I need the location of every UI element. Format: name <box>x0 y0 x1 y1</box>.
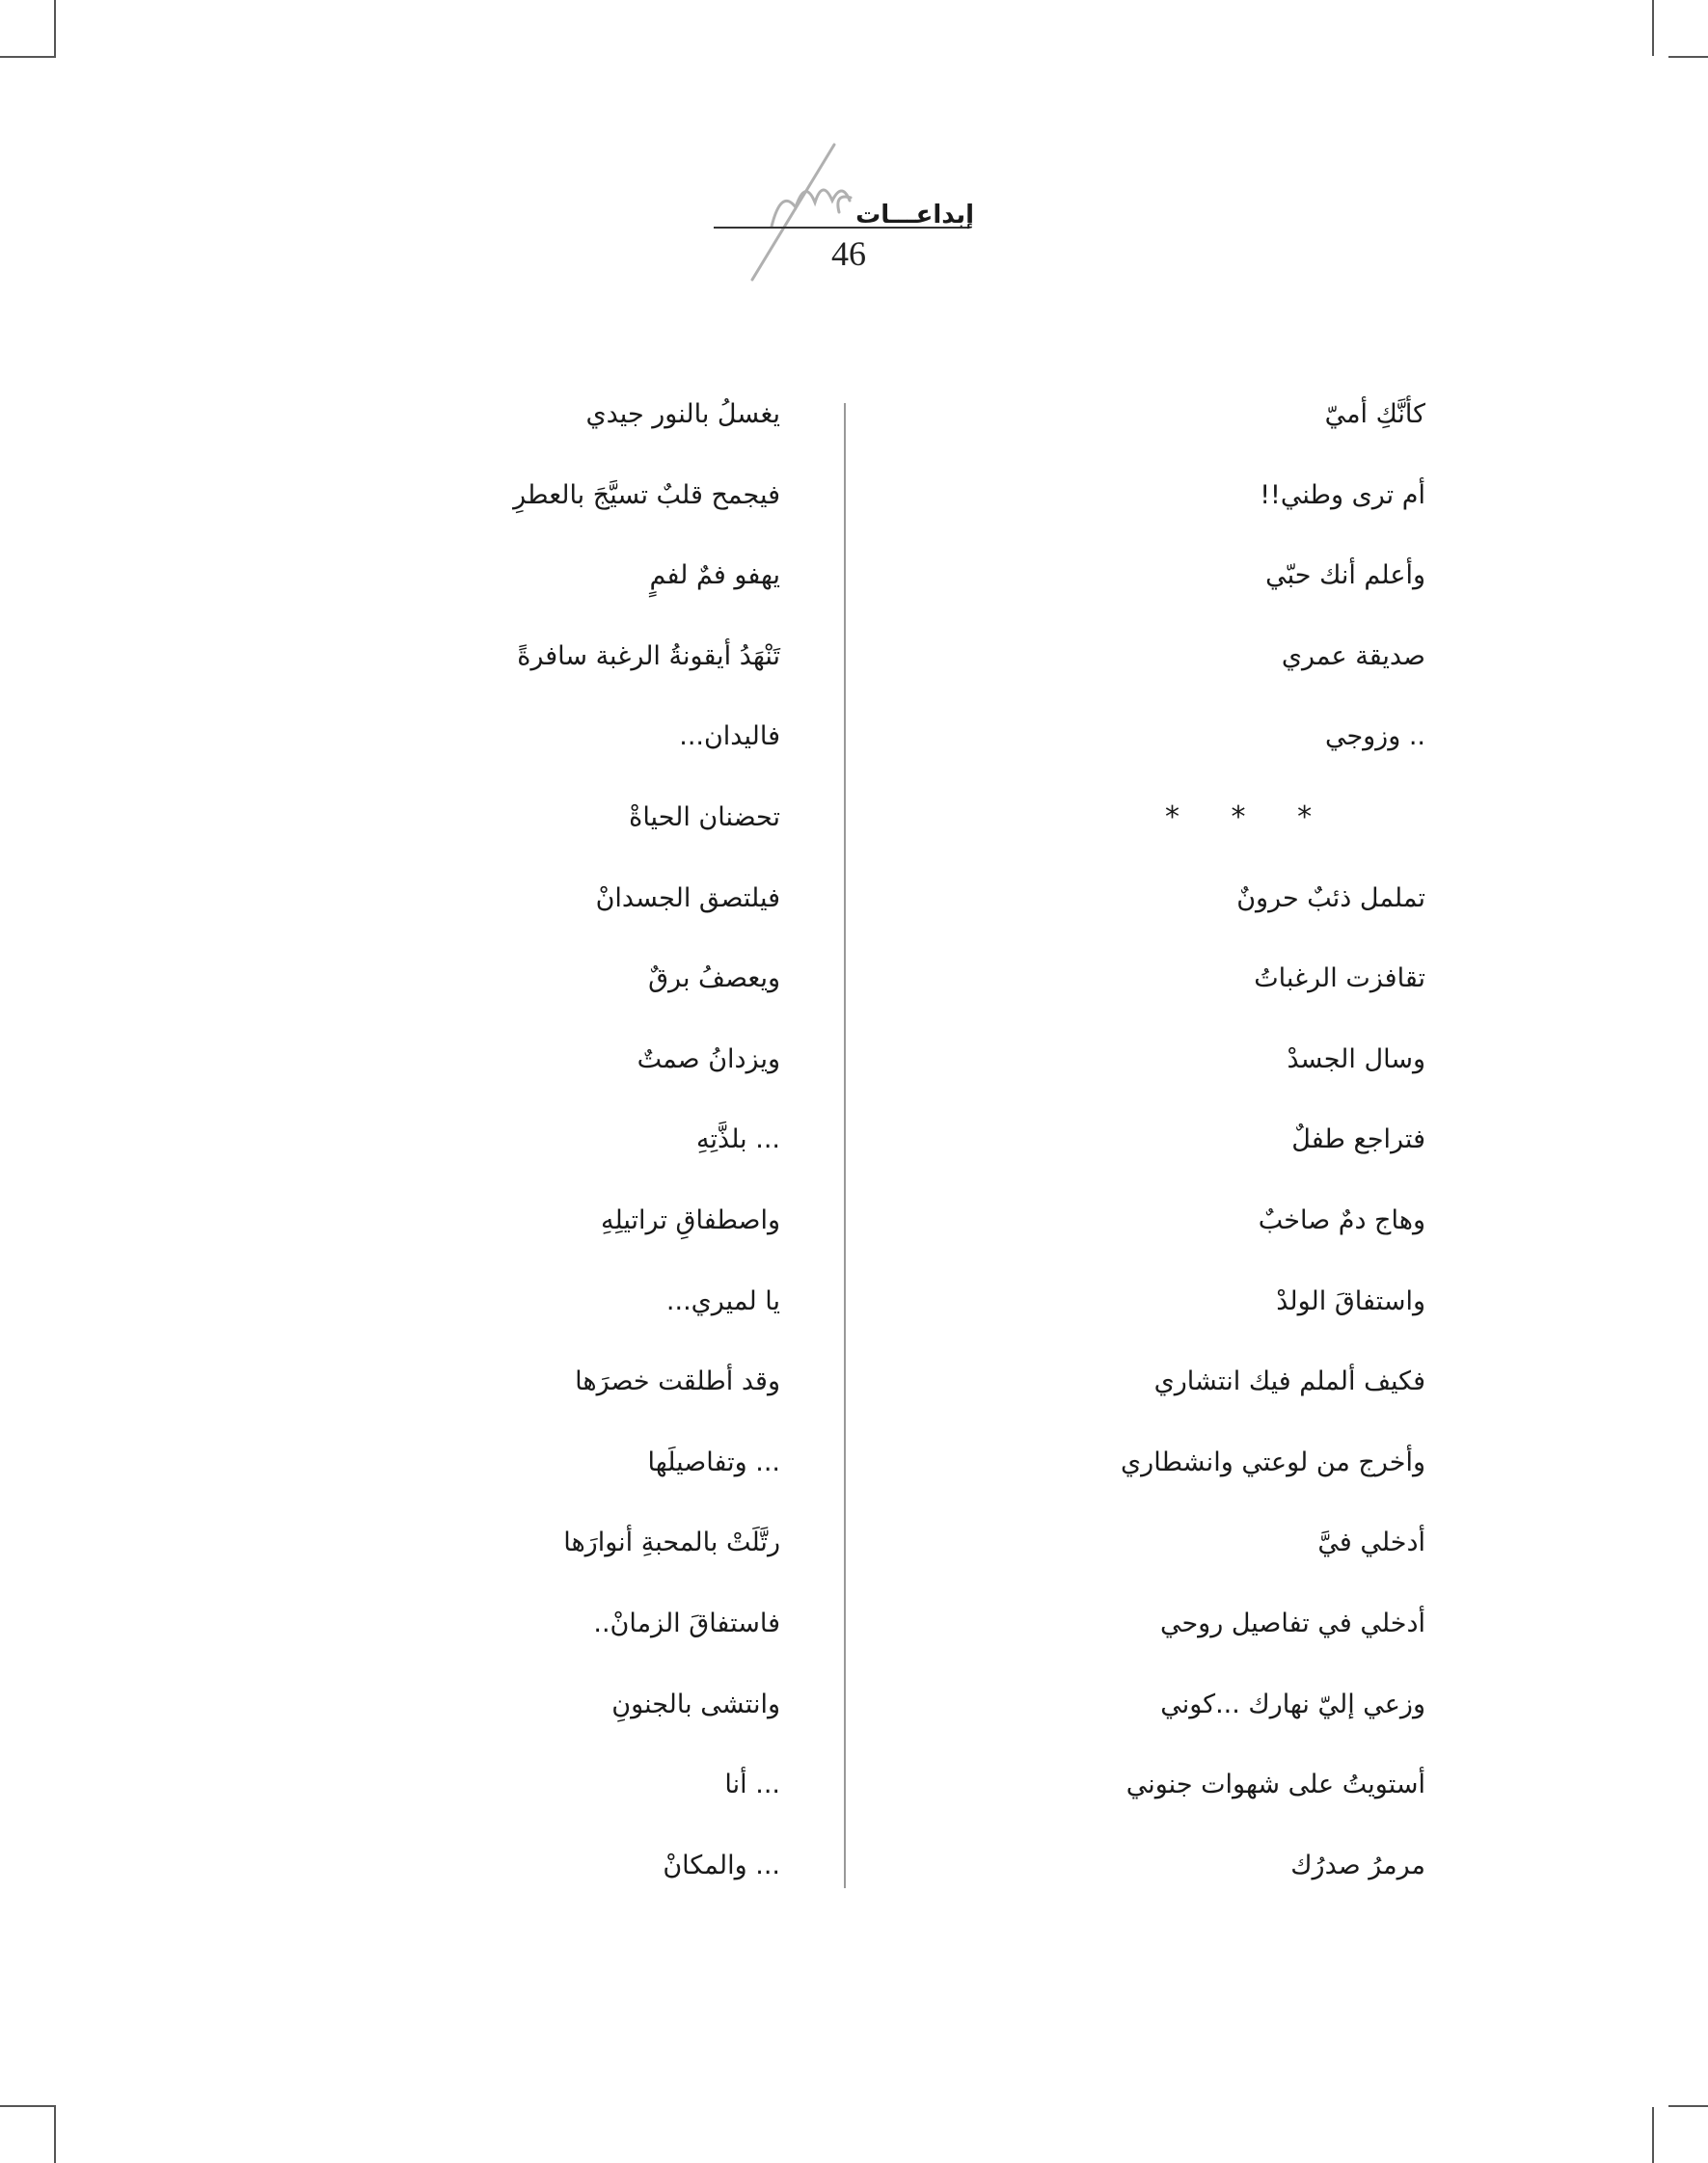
verse-line: تململ ذئبٌ حرونٌ <box>1236 882 1425 913</box>
poem-right-column <box>885 386 1425 1917</box>
verse-line: ... وتفاصيلَها <box>647 1447 780 1477</box>
crop-mark <box>0 56 56 58</box>
verse-line: فاليدان... <box>679 721 780 752</box>
verse-line: أم ترى وطني!! <box>1260 479 1425 510</box>
verse-line: فتراجع طفلٌ <box>1291 1124 1425 1155</box>
crop-mark <box>54 2107 56 2163</box>
verse-line: ... بلذَّتِهِ <box>696 1124 780 1155</box>
verse-line: واصطفاقِ تراتيلِهِ <box>600 1204 780 1235</box>
verse-line: وقد أطلقت خصرَها <box>575 1366 780 1397</box>
column-divider <box>844 403 846 1888</box>
verse-line: أدخلي في تفاصيل روحي <box>1159 1608 1425 1638</box>
crop-mark <box>54 0 56 56</box>
verse-line: وانتشى بالجنونِ <box>611 1689 780 1719</box>
verse-line: وأخرج من لوعتي وانشطاري <box>1121 1447 1425 1477</box>
verse-line: كأنَّكِ أميّ <box>1324 399 1425 429</box>
crop-mark <box>0 2105 56 2107</box>
verse-line: ويعصفُ برقٌ <box>648 963 780 994</box>
verse-line: ... والمكانْ <box>663 1850 780 1880</box>
page-number: 46 <box>831 234 866 273</box>
verse-line: فيلتصق الجسدانْ <box>595 882 780 913</box>
verse-line: فكيف ألملم فيك انتشاري <box>1153 1366 1425 1397</box>
verse-line: أدخلي فيَّ <box>1317 1528 1425 1558</box>
verse-line: صديقة عمري <box>1281 640 1425 671</box>
verse-line: أستويتُ على شهوات جنوني <box>1125 1770 1425 1800</box>
verse-line: واستفاقَ الولدْ <box>1276 1285 1425 1316</box>
verse-line: يا لميري... <box>665 1285 780 1316</box>
verse-line: وزعي إليّ نهارك ...كوني <box>1160 1689 1425 1719</box>
section-label: إبداعـــات <box>855 201 974 230</box>
crop-mark <box>1652 0 1654 56</box>
verse-line: تقافزت الرغباتُ <box>1254 963 1425 994</box>
verse-line: ... أنا <box>724 1770 780 1800</box>
verse-line: رتَّلَتْ بالمحبةِ أنوارَها <box>563 1528 780 1558</box>
poem-left-column <box>240 386 780 1917</box>
crop-mark <box>1668 2105 1708 2107</box>
verse-line: يهفو فمٌ لفمٍ <box>649 560 780 591</box>
verse-line: يغسلُ بالنور جيدي <box>585 399 780 429</box>
verse-line: ويزدانُ صمتٌ <box>637 1043 780 1074</box>
stanza-separator: * * * <box>1165 799 1334 834</box>
crop-mark <box>1652 2107 1654 2163</box>
verse-line: مرمرُ صدرُك <box>1290 1850 1425 1880</box>
verse-line: وهاج دمٌ صاخبٌ <box>1258 1204 1425 1235</box>
crop-mark <box>1668 56 1708 58</box>
verse-line: .. وزوجي <box>1324 721 1425 752</box>
page-header <box>704 135 993 289</box>
verse-line: وأعلم أنك حبّي <box>1265 560 1425 591</box>
verse-line: فاستفاقَ الزمانْ.. <box>593 1608 780 1638</box>
verse-line: تَنْهَدُ أيقونةُ الرغبة سافرةً <box>517 640 780 671</box>
verse-line: تحضنان الحياةْ <box>629 801 780 832</box>
verse-line: وسال الجسدْ <box>1287 1043 1425 1074</box>
verse-line: فيجمح قلبٌ تسيَّجَ بالعطرِ <box>513 479 780 510</box>
